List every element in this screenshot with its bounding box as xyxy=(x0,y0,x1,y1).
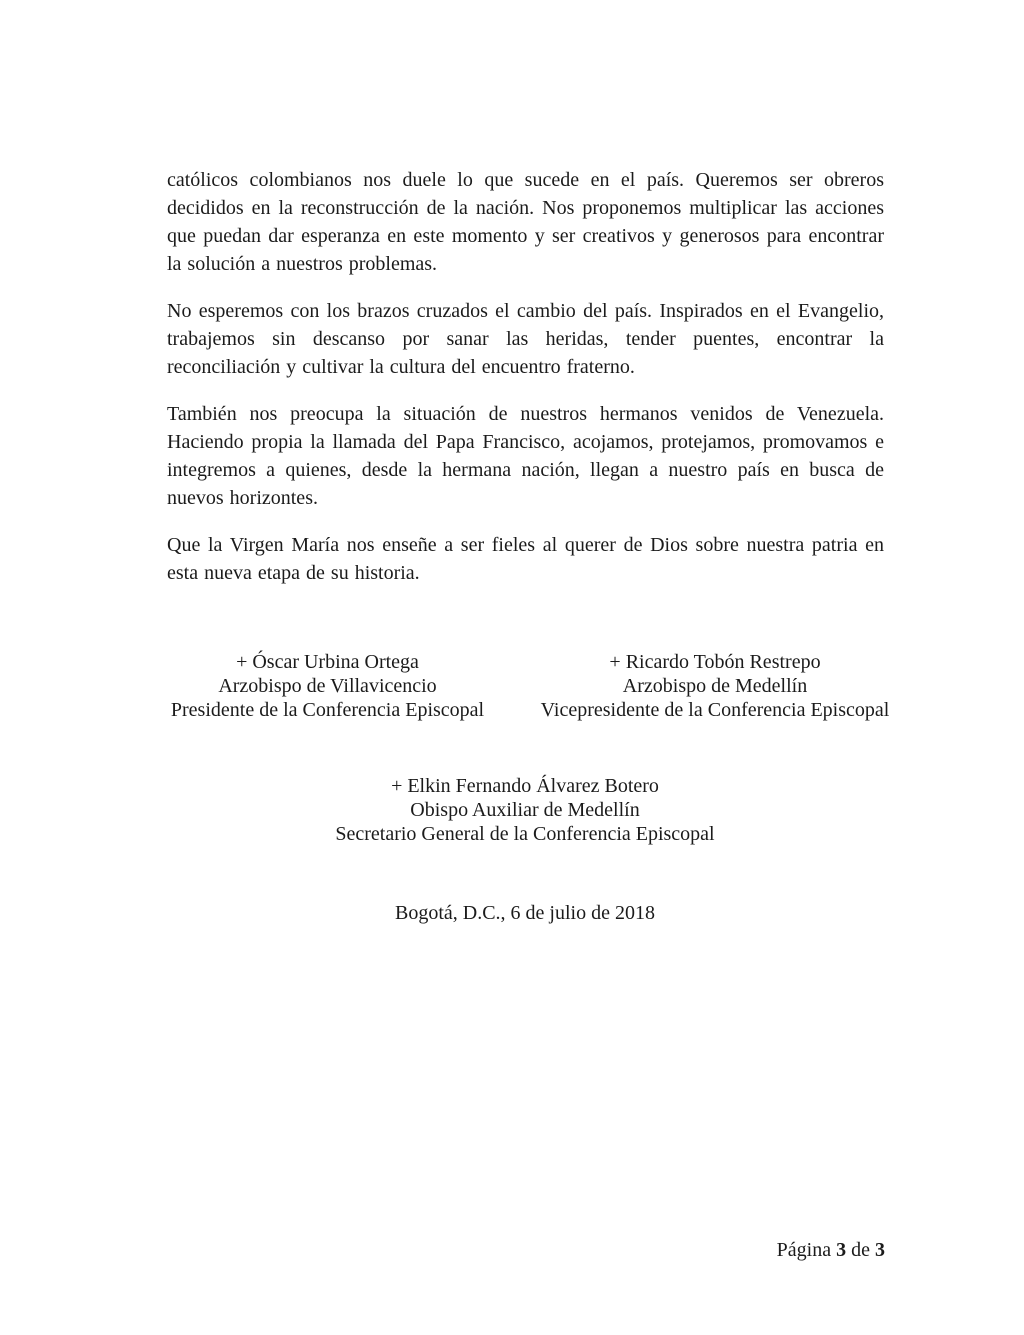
signatory-name: + Ricardo Tobón Restrepo xyxy=(609,651,821,673)
body-paragraph: No esperemos con los brazos cruzados el cambio del país. Inspirados en el Evangelio, trabajemos sin descanso por sanar las heridas, tender puentes, encontrar la reconciliación y cultivar la cultura del encuentro fraterno. xyxy=(167,300,884,378)
signatory-role: Presidente de la Conferencia Episcopal xyxy=(170,699,485,721)
body-paragraph: católicos colombianos nos duele lo que sucede en el país. Queremos ser obreros decididos en la reconstrucción de la nación. Nos proponemos multiplicar las acciones que puedan dar esperanza en este momento y ser creativos y generosos para encontrar la solución a nuestros problemas. xyxy=(167,169,884,275)
body-paragraph: Que la Virgen María nos enseñe a ser fieles al querer de Dios sobre nuestra patria en esta nueva etapa de su historia. xyxy=(167,534,884,584)
page-number-footer xyxy=(777,1238,885,1262)
signatory-name: + Elkin Fernando Álvarez Botero xyxy=(391,775,659,797)
page-footer-current: 3 xyxy=(836,1239,847,1261)
signature-block-vicepresident xyxy=(515,650,915,722)
document-body xyxy=(167,166,884,606)
page-footer-separator: de xyxy=(851,1239,870,1261)
dateline: Bogotá, D.C., 6 de julio de 2018 xyxy=(395,902,655,924)
signature-block-secretary xyxy=(275,774,775,846)
signatory-title: Arzobispo de Villavicencio xyxy=(218,675,437,697)
signatory-role: Secretario General de la Conferencia Episcopal xyxy=(335,823,715,845)
page-footer-label: Página xyxy=(776,1239,832,1261)
signatory-title: Obispo Auxiliar de Medellín xyxy=(410,799,640,821)
signature-block-president xyxy=(145,650,510,722)
page-footer-total: 3 xyxy=(875,1239,885,1261)
signatory-role: Vicepresidente de la Conferencia Episcopal xyxy=(540,699,890,721)
signatory-name: + Óscar Urbina Ortega xyxy=(236,651,419,673)
body-paragraph: También nos preocupa la situación de nuestros hermanos venidos de Venezuela. Haciendo propia la llamada del Papa Francisco, acojamos, protejamos, promovamos e integremos a quienes, desde la hermana nación, llegan a nuestro país en busca de nuevos horizontes. xyxy=(167,403,884,509)
signatory-title: Arzobispo de Medellín xyxy=(622,675,808,697)
